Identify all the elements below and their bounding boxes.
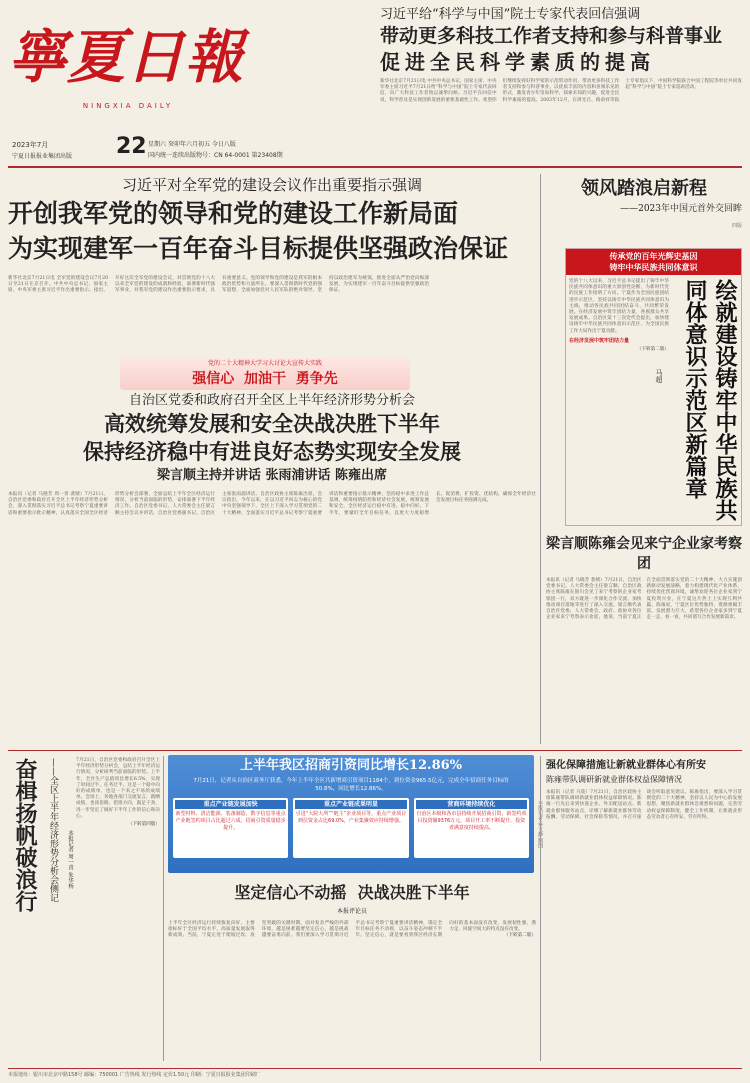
feature-byline: 本报记者 周一青 朱华杨 [67,830,73,889]
bottom-right-headline: 强化保障措施让新就业群体心有所安 [546,760,706,771]
meeting-byline: 梁言顺主持并讲话 张雨浦讲话 陈雍出席 [156,468,388,483]
year-month: 2023年7月 [12,141,49,149]
logo-english: NINGXIA DAILY [82,102,174,110]
top-headline-1: 带动更多科技工作者支持和参与科普事业 [380,25,723,47]
stats-box [414,798,529,858]
leaders-meet-story [546,534,742,746]
top-story [380,6,742,163]
series-author: 马超 [655,369,663,383]
issue-pages: 今日八版 [211,141,236,148]
banner-small: 党的二十大精神大学习大讨论大宣传大实践 [207,360,322,367]
masthead-info [12,136,372,164]
leaders-body: 本报讯（记者 马晓芳 裴婧）7月21日，自治区党委书记、人大常委会主任梁言顺，自治区政协主席陈雍在银川会见了来宁考察的企业家考察团一行，双方就进一步深化合作交流、加快推动项目落地等进行了深入交流。梁言顺代表自治区党委、人大常委会、政府、政协对各位企业家来宁考察表示欢迎，他说，当前宁夏正在全面贯彻落实党的二十大精神，大力实施创新驱动发展战略，着力构建现代化产业体系，持续优化营商环境，诚挚欢迎各位企业家到宁夏投资兴业，在宁夏这片热土上实现互利共赢。陈雍说，宁夏区位优势独特，资源禀赋丰富，发展潜力巨大，希望各位企业家多到宁夏走一走、看一看，共同谱写合作发展新篇章。 [546,578,742,621]
promo-title: 领风踏浪启新程 [581,178,707,199]
top-story-body: 新华社北京7月21日电 中共中央总书记、国家主席、中央军委主席习近平7月21日给“科学与中国”院士专家代表回信，向广大科技工作者致以诚挚问候。习近平在回信中说，科学普及是实现创新发展的重要基础性工作。希望你们继续发挥好科学家的示范带动作用，带动更多科技工作者支持和参与科普事业，以优质丰富的内容和喜闻乐见的形式，激发青少年崇尚科学、探索未知的兴趣，促进全民科学素质的提高。2003年12月，在周光召、路甬祥等院士专家倡议下，中国科学院联合中国工程院等单位共同发起“科学与中国”院士专家巡讲活动。 [380,79,742,103]
meeting-kicker: 自治区党委和政府召开全区上半年经济形势分析会 [128,393,415,408]
banner-slogan: 强信心 加油干 勇争先 [192,371,338,387]
meeting-headline-2: 保持经济稳中有进良好态势实现安全发展 [83,439,461,464]
meeting-story [8,392,536,748]
feature-story [8,756,160,1066]
main-story-body: 新华社北京7月21日电 全军党的建设会议7月20日至21日在京召开。中共中央总书记、国家主席、中央军委主席习近平作出重要指示。指出，开好这次全军党的建设会议，对贯彻党的十八大以来全军党的建设的成就和经验，部署新时代强军事业，对我军党的建设作出重要指示要求，具有重要意义。党的领导和党的建设是我军的根本政治优势和力量所在。要深入贯彻新时代党的强军思想，全面加强党对人民军队的绝对领导，坚持以政治建军为统领，推进全面从严治党向纵深发展，为实现建军一百年奋斗目标提供坚强政治保证。 [8,276,429,294]
lunar-date: 癸卯年六月初五 [167,141,210,148]
stats-box [293,798,408,858]
side-promo[interactable] [546,176,742,244]
stats-headline: 上半年我区招商引资同比增长12.86% [239,758,463,773]
feature-body-text: 7月21日，自治区党委和政府召开全区上半年经济形势分析会，总结上半年经济运行情况，分析研判当前面临的形势。上半年，全区生产总值同比增长6.5%，实现了时间过半、任务过半。这是一个稳中向好的成绩单，也是一个来之不易的成绩单。会场上，各地各部门交流发言，既晒成绩，也谈思路，把准方向，鼓足干劲，进一步坚定了做好下半年工作的信心和决心。 [76,758,160,819]
promo-page: 四版 [731,223,742,229]
meeting-body: 本报讯（记者 马晓芳 周一青 裴婧）7月21日，自治区党委和政府召开全区上半年经济形势分析会，深入贯彻落实习近平总书记考察宁夏重要讲话和重要指示批示精神，认真落实全国全区经济形势分析会部署，全面总结上半年全区经济运行情况，分析当前面临的形势，安排部署下半年经济工作。自治区党委书记、人大常委会主任梁言顺主持会议并讲话，自治区党委副书记、自治区主席张雨浦讲话，自治区政协主席陈雍出席。会议指出，今年以来，在以习近平同志为核心的党中央坚强领导下，全区上下深入学习贯彻党的二十大精神，全面落实习近平总书记考察宁夏重要讲话和重要指示批示精神，坚持稳中求进工作总基调，统筹疫情防控和经济社会发展，统筹发展和安全，全区经济运行稳中有进、稳中向好。下半年，要紧盯全年目标任务，以更大力度稳增长、促消费、扩投资、优结构，确保全年经济社会发展目标任务圆满完成。 [8,492,536,516]
serial-number: 国内统一连续出版物号：CN 64-0001 第23408期 [148,152,283,159]
stats-box-title: 重点产业链成果明显 [295,800,406,809]
top-kicker: 习近平给“科学与中国”院士专家代表回信强调 [380,7,641,22]
stats-lead: 7月21日，记者从自治区商务厅获悉，今年上半年全区共新增商引资项目1184个，到位资金965.5亿元，完成全年招商任务目标的50.8%，同比增长12.86%。 [193,778,509,792]
commentary-body [168,921,536,1061]
commentary [168,880,536,1066]
series-continue: （下转第二版） [636,347,669,353]
feature-headline: 奋楫扬帆破浪行 [12,758,38,912]
main-kicker: 习近平对全军党的建设会议作出重要指示强调 [121,176,422,194]
leaders-headline: 梁言顺陈雍会见来宁企业家考察团 [546,536,742,572]
series-box [565,248,742,526]
main-story [8,174,536,356]
stats-box-text: 自治区本级和各市县持续开展招商引资，新签约项目投资额9376万元，项目开工率不断提升，投资者满意度持续提高。 [416,811,527,831]
series-tag-2: 铸牢中华民族共同体意识 [609,262,698,272]
bottom-right-body: 本报讯（记者 马骁）7月21日，自治区政协主席陈雍带队调研新就业群体权益保障情况。陈雍一行先后来到快递企业、外卖配送站点、新就业群体服务站点，详细了解新就业群体劳动报酬、劳动保障、社会保险等情况，并召开座谈会听取意见建议。陈雍指出，要深入学习贯彻党的二十大精神，坚持以人民为中心的发展思想，聚焦新就业群体急难愁盼问题，完善劳动权益保障制度，健全工作机制，让新就业形态劳动者心有所安、劳有所得。 [546,790,742,820]
feature-continue: （下转第四版） [127,822,160,828]
slogan-banner [120,358,410,390]
stats-panel [168,755,534,873]
series-tag-1: 传承党的百年光辉史基因 [609,251,698,261]
top-headline-2: 促进全民科学素质的提高 [380,50,655,74]
series-body [569,279,669,523]
publisher: 宁夏日报报业集团出版 [12,153,73,160]
masthead-logo [8,12,270,120]
main-headline-2: 为实现建军一百年奋斗目标提供坚强政治保证 [8,234,509,263]
promo-subtitle: ——2023年中国元首外交回眸 [620,204,742,214]
commentary-continue: （下转第二版） [503,933,536,939]
stats-box-text: 新型材料、清洁能源、装备制造、数字信息等重点产业链签约项目占比超过六成，招商引资质量稳步提升。 [175,811,286,831]
bottom-right-story [546,758,742,1066]
stats-box [173,798,288,858]
stats-box-row [168,793,534,858]
series-subhead: 在经济发展中筑牢团结力量 [569,337,630,344]
main-headline-1: 开创我军党的领导和党的建设工作新局面 [8,199,459,228]
bottom-right-sub: 陈雍带队调研新就业群体权益保障情况 [546,775,682,784]
stats-box-title: 营商环境持续优化 [416,800,527,809]
weekday: 星期六 [148,141,167,148]
meeting-headline-1: 高效统筹发展和安全决战决胜下半年 [104,411,440,436]
feature-subhead: ——全区上半年经济形势分析会侧记 [48,758,58,902]
commentary-headline: 坚定信心不动摇 决战决胜下半年 [234,883,470,902]
commentary-body-text: 上半年全区经济运行持续恢复向好，主要指标好于全国平均水平，高质量发展取得新成效。当前，宁夏正处于爬坡过坎、攻坚突破的关键时期，面对复杂严峻的外部环境，越是困难越要坚定信心，越是挑战越要奋勇向前。我们要深入学习贯彻习近平总书记考察宁夏重要讲话精神，锚定全年目标任务不动摇，以奋斗姿态冲刺下半年。坚定信心，就是要看到我区经济长期向好的基本面没有改变，发展韧性强、潜力足、回旋空间大的特点没有改变。 [168,921,536,939]
footer: 本报地址：银川市北京中路158号 邮编：750001 广告热线 发行热线 定价1.50元 印刷：宁夏日报报业集团印刷厂 [8,1072,261,1078]
feature-body [76,758,160,1058]
logo-text: 寧夏日報 [8,23,245,91]
series-body-text: 党的十八大以来，习近平总书记提出了铸牢中华民族共同体意识的重大原创性论断，为新时代党的民族工作指明了方向。宁夏作为全国民族团结进步示范区，坚持以铸牢中华民族共同体意识为主线，推动各民族共同团结奋斗、共同繁荣发展。在经济发展中筑牢团结力量，各族群众共享发展成果。自治区第十三次党代会提出，加快建设铸牢中华民族共同体意识示范区，为全国民族工作大局作出宁夏贡献。 [569,279,669,334]
series-tag-banner [566,249,741,275]
series-headline: 绘就建设铸牢中华民族共同体意识示范区新篇章 [682,279,738,521]
commentary-author: 本报评论员 [336,908,367,915]
stats-box-text: 引进“大院大所”“链主”企业项目等，重点产业项目到位资金占比69.0%，产业集聚效应持续增强。 [295,811,407,824]
stats-box-title: 重点产业链发展加快 [175,800,286,809]
day-number: 22 [116,136,147,159]
